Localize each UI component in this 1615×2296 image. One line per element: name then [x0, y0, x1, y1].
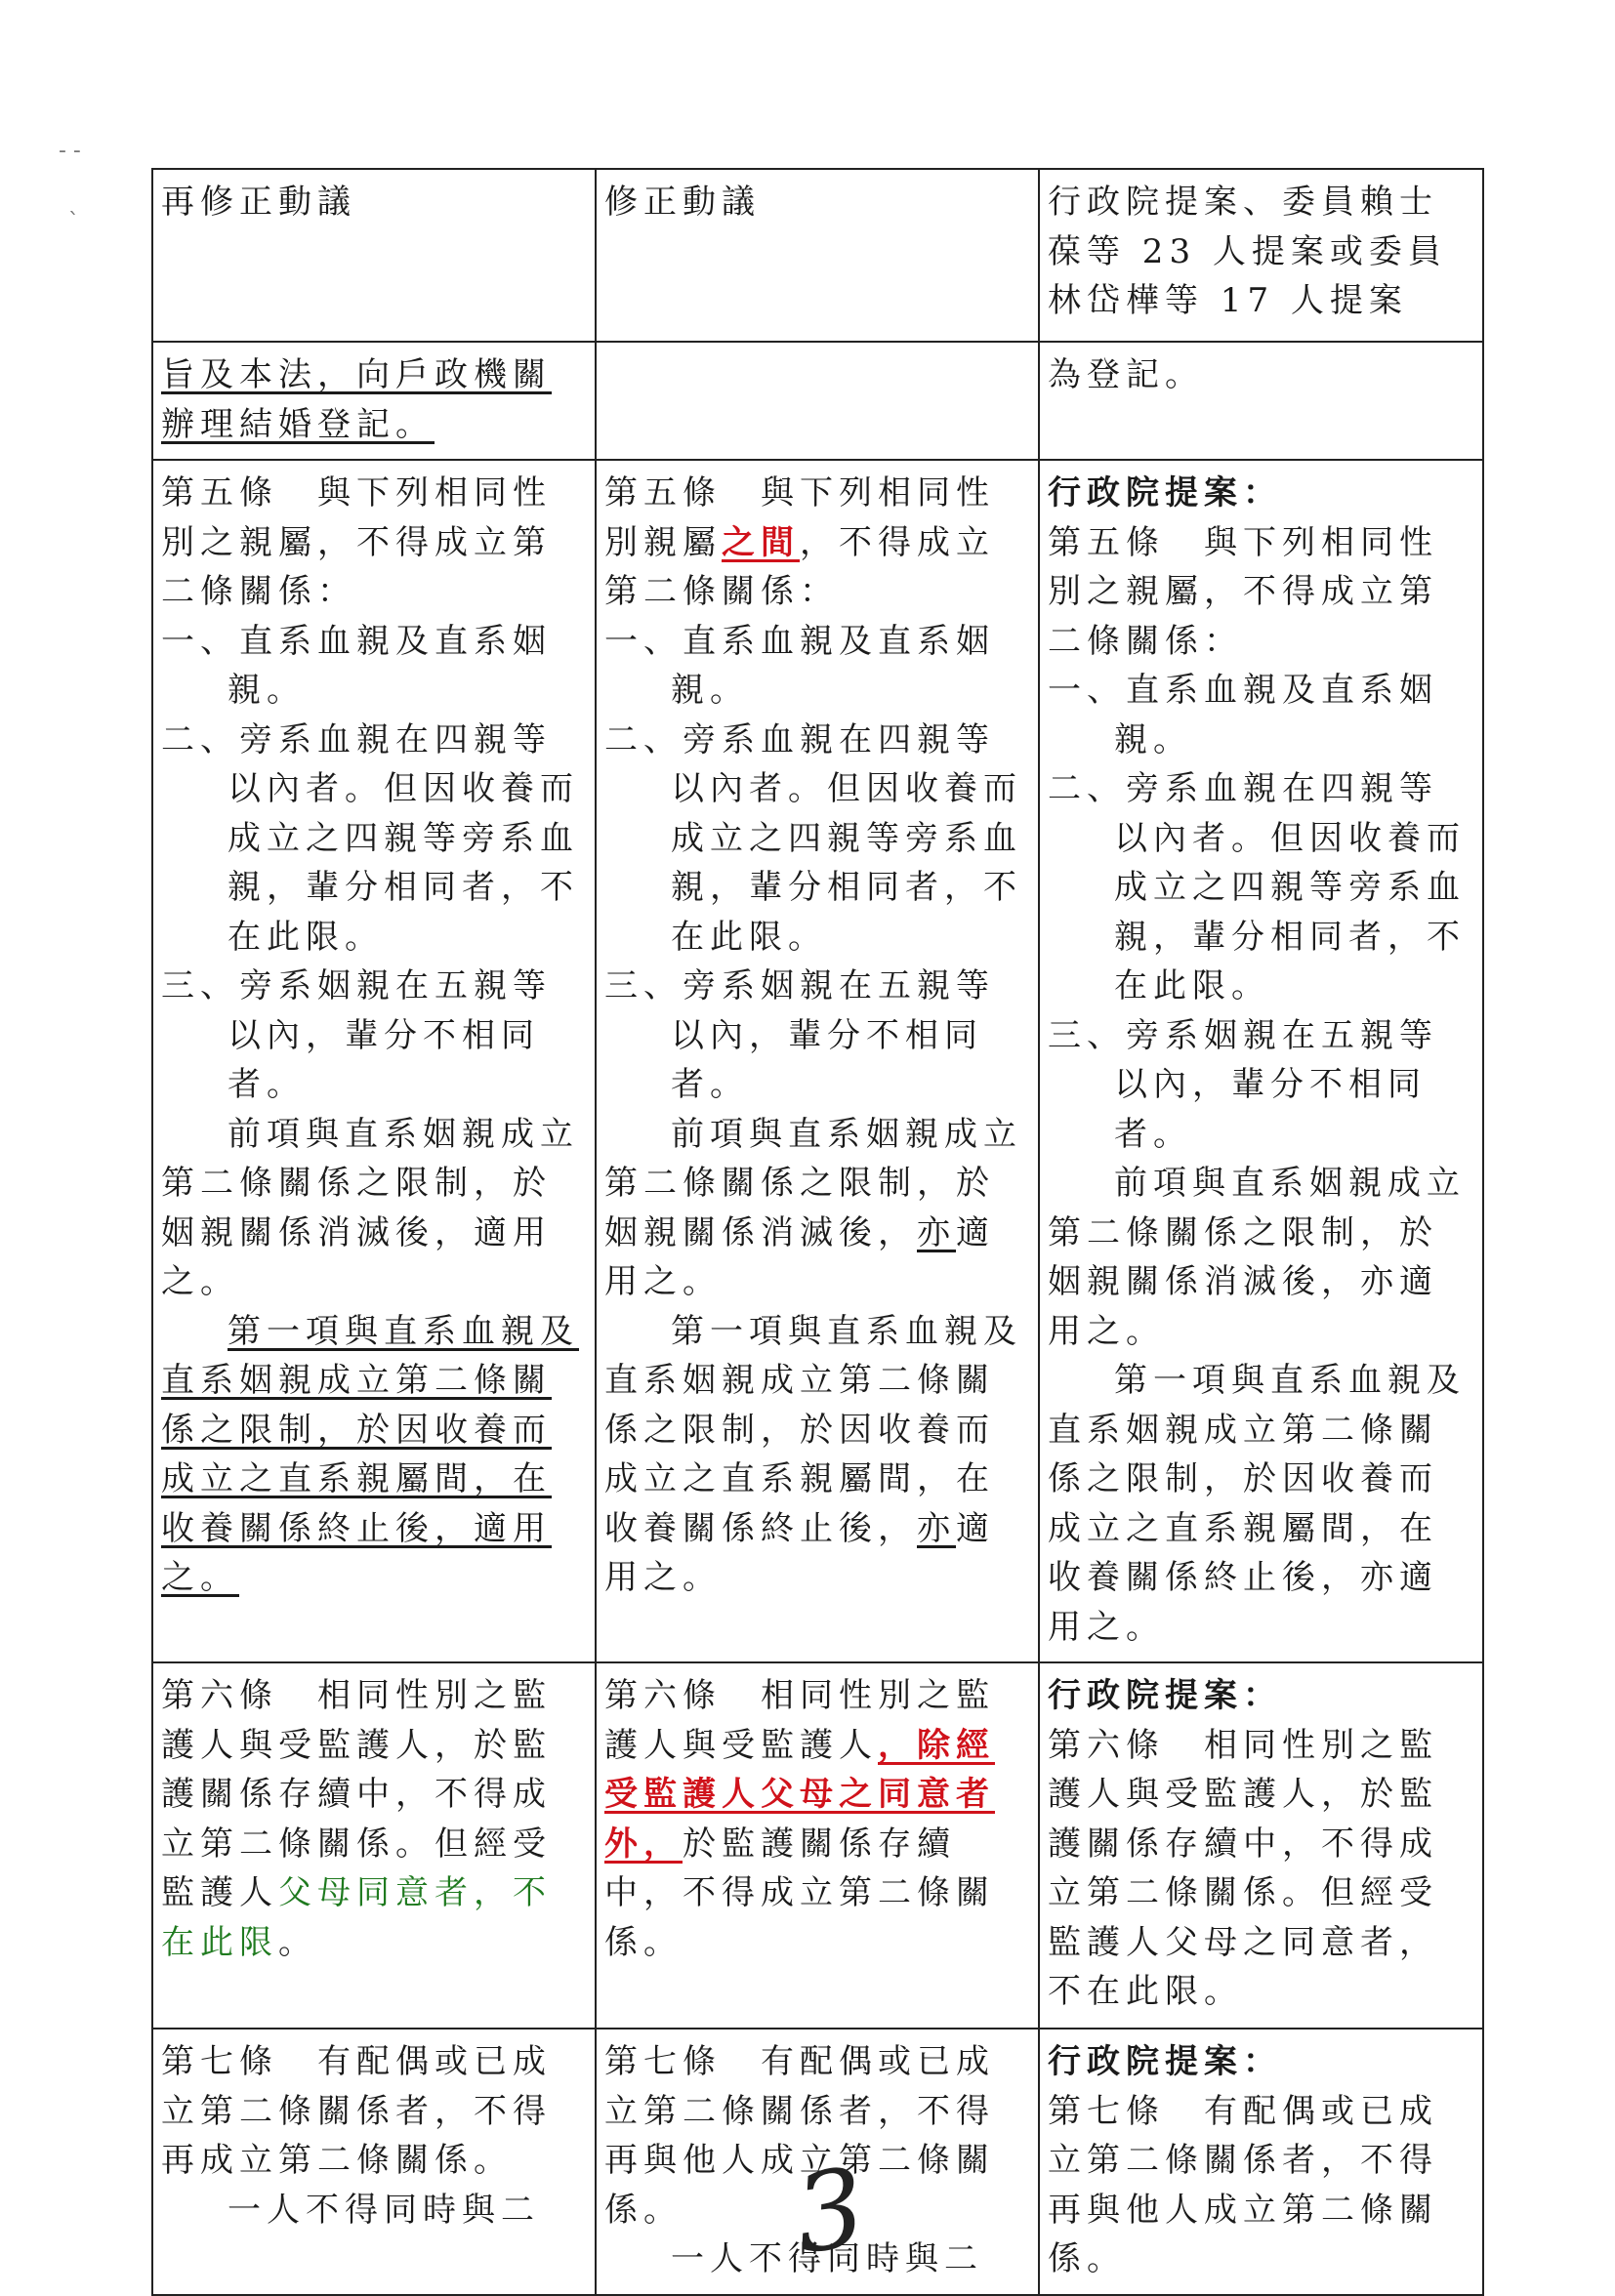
article-text: 第七條 有配偶或已成立第二條關係者，不得再與他人成立第二條關係。: [1048, 2091, 1438, 2278]
title-text: ，不得成立第二條關係：: [604, 522, 995, 611]
article-6-revised: [152, 1662, 596, 2029]
paragraph: 前項與直系姻親成立第二條關係之限制，於姻親關係消滅後，適用之。: [161, 1114, 579, 1301]
highlighted-text: 父母同意者，不在此限: [161, 1873, 552, 1962]
scan-artifact: `: [68, 210, 79, 234]
inserted-text: 亦: [917, 1212, 956, 1252]
list-item: 一、直系血親及直系姻親。: [161, 621, 552, 710]
header-cell-revised-motion: [152, 169, 596, 342]
article-body: 。: [278, 1922, 317, 1962]
paragraph: 第一項與直系血親及直系姻親成立第二條關係之限制，於因收養而成立之直系親屬間，在收養關係終止後，亦適用之。: [1048, 1361, 1466, 1647]
header-label: 行政院提案、委員賴士葆等 23 人提案或委員林岱樺等 17 人提案: [1048, 183, 1447, 320]
list-item: 三、旁系姻親在五親等以內，輩分不相同者。: [1048, 1015, 1438, 1154]
continuation-text: 旨及本法，向戶政機關辦理結婚登記。: [161, 355, 552, 444]
article-title: 第五條 與下列相同性別之親屬，不得成立第二條關係：: [1048, 522, 1438, 661]
paragraph: [604, 1110, 1030, 1307]
article-text: 第六條 相同性別之監護人與受監護人，於監護關係存續中，不得成立第二條關係。但經受監護人父母之同意者，不在此限。: [1048, 1725, 1438, 2011]
article-5-row: [152, 460, 1483, 1662]
article-title: [604, 469, 1030, 617]
comparison-table: [151, 168, 1484, 2296]
paragraph: 第一項與直系血親及直系姻親成立第二條關係之限制，於因收養而成立之直系親屬間，在收養關係終止後，適用之。: [161, 1311, 579, 1597]
article-5-amendment: [596, 460, 1039, 1662]
list-item: 三、旁系姻親在五親等以內，輩分不相同者。: [604, 966, 995, 1104]
inserted-text: ，除經受監護人父母之同意者外，: [604, 1725, 995, 1864]
article-text: 第七條 有配偶或已成立第二條關係者，不得再成立第二條關係。: [161, 2042, 552, 2180]
header-cell-executive-proposal: [1039, 169, 1483, 342]
continuation-text: 為登記。: [1048, 355, 1204, 394]
title-text: 第五條 與下列相同性別親屬: [604, 473, 995, 562]
paragraph-text: 前項與直系姻親成立第二條關係之限制，於姻親關係消滅後，: [604, 1114, 1022, 1252]
article-body: 於監護關係存續中，不得成立第二條關係。: [604, 1824, 995, 1962]
paragraph: 一人不得同時與二: [671, 2239, 983, 2278]
list-item: 一、直系血親及直系姻親。: [604, 621, 995, 710]
list-item: 二、旁系血親在四親等以內者。但因收養而成立之四親等旁系血親，輩分相同者，不在此限。: [1048, 769, 1466, 1005]
article-6-amendment: [596, 1662, 1039, 2029]
article-title: 第五條 與下列相同性別之親屬，不得成立第二條關係：: [161, 473, 552, 611]
list-item: 三、旁系姻親在五親等以內，輩分不相同者。: [161, 966, 552, 1104]
article-text: [604, 1671, 1030, 1967]
paragraph-text: 適用之。: [604, 1212, 995, 1301]
list-item: 二、旁系血親在四親等以內者。但因收養而成立之四親等旁系血親，輩分相同者，不在此限。: [604, 719, 1022, 957]
continuation-cell: [596, 342, 1039, 460]
inserted-text: 亦: [917, 1508, 956, 1548]
article-body: 第六條 相同性別之監護人與受監護人，於監護關係存續中，不得成立第二條關係。但經受監護人: [161, 1676, 552, 1912]
article-6-executive: [1039, 1662, 1483, 2029]
handwritten-page-number: 3: [787, 2144, 873, 2278]
scan-artifact: - -: [59, 139, 81, 163]
proposal-label: 行政院提案：: [1048, 473, 1282, 512]
article-body: 第六條 相同性別之監護人與受監護人: [604, 1676, 995, 1765]
continuation-cell: [1039, 342, 1483, 460]
article-7-executive: [1039, 2029, 1483, 2295]
article-6-row: [152, 1662, 1483, 2029]
proposal-label: 行政院提案：: [1048, 2042, 1282, 2081]
inserted-text: 之間: [722, 522, 800, 562]
paragraph: [604, 1307, 1030, 1603]
article-text: 第七條 有配偶或已成立第二條關係者，不得再與他人成立第二條關係。: [604, 2042, 995, 2230]
paragraph: 一人不得同時與二: [228, 2190, 540, 2230]
list-item: 二、旁系血親在四親等以內者。但因收養而成立之四親等旁系血親，輩分相同者，不在此限。: [161, 719, 579, 957]
continuation-row: [152, 342, 1483, 460]
header-cell-amendment-motion: [596, 169, 1039, 342]
header-row: [152, 169, 1483, 342]
article-text: [161, 1671, 587, 1967]
list-item: 一、直系血親及直系姻親。: [1048, 671, 1438, 759]
continuation-cell: [152, 342, 596, 460]
proposal-label: 行政院提案：: [1048, 1676, 1282, 1715]
paragraph: 前項與直系姻親成立第二條關係之限制，於姻親關係消滅後，亦適用之。: [1048, 1164, 1466, 1351]
paragraph-text: 適用之。: [604, 1508, 995, 1597]
header-label: 修正動議: [604, 183, 761, 222]
article-5-executive: [1039, 460, 1483, 1662]
article-7-revised: [152, 2029, 596, 2295]
paragraph-text: 第一項與直系血親及直系姻親成立第二條關係之限制，於因收養而成立之直系親屬間，在收養關係終止後，: [604, 1311, 1022, 1548]
header-label: 再修正動議: [161, 183, 356, 222]
article-5-revised: [152, 460, 596, 1662]
